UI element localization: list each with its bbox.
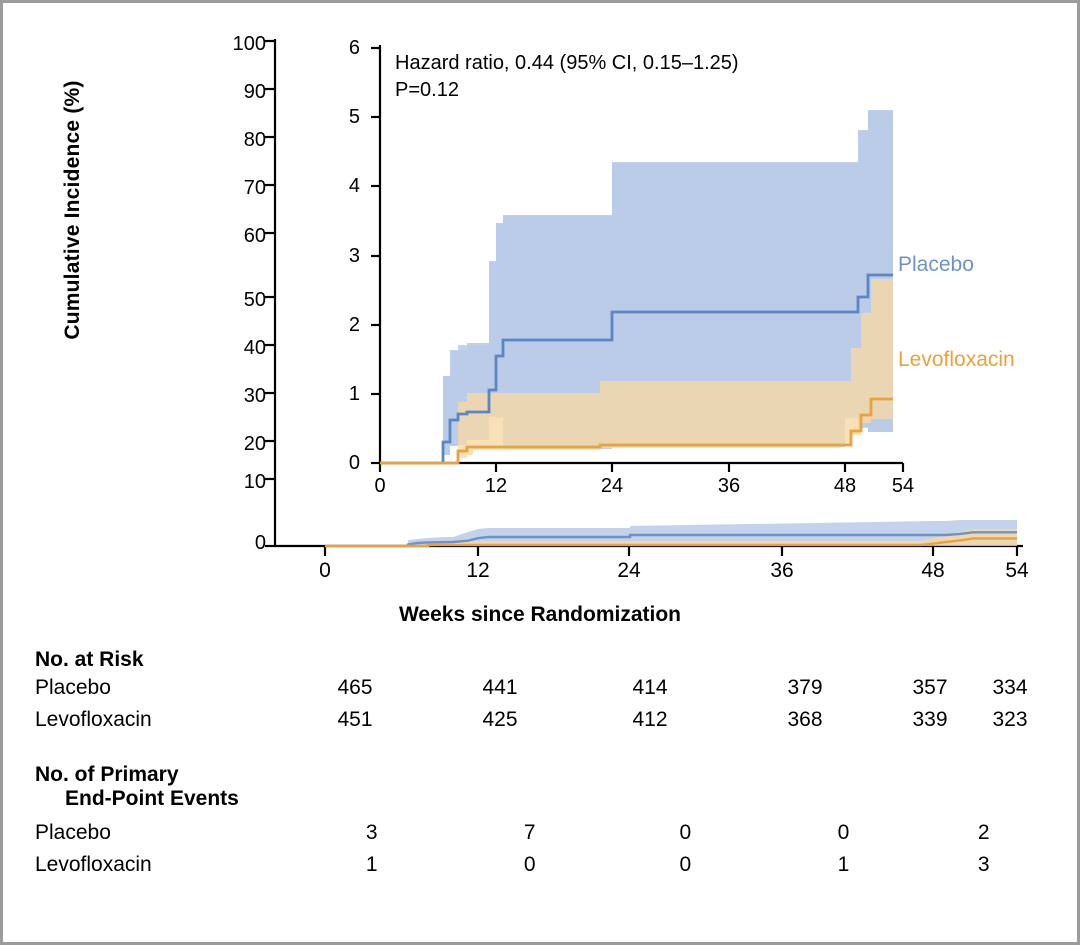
inset-y-tick-2: 2 — [348, 314, 360, 336]
x-axis-title: Weeks since Randomization — [398, 603, 682, 626]
x-tick-0: 0 — [319, 559, 331, 582]
y-axis-title: Cumulative Incidence (%) — [61, 80, 84, 340]
y-tick-60: 60 — [243, 225, 266, 247]
x-tick-54: 54 — [1005, 559, 1029, 582]
risk-levo-12: 425 — [482, 708, 518, 732]
events-row-label-levofloxacin: Levofloxacin — [35, 852, 152, 876]
risk-table-heading: No. at Risk — [35, 648, 144, 671]
events-table-heading-line1: No. of Primary — [35, 762, 179, 786]
inset-y-tick-6: 6 — [348, 37, 360, 59]
inset-panel — [373, 36, 903, 468]
y-tick-0: 0 — [254, 532, 266, 554]
inset-y-tick-4: 4 — [348, 175, 360, 197]
risk-placebo-48: 357 — [912, 676, 948, 699]
hazard-ratio-text: Hazard ratio, 0.44 (95% CI, 0.15–1.25) — [395, 52, 739, 74]
y-tick-90: 90 — [243, 81, 266, 103]
risk-levo-54: 323 — [992, 708, 1028, 732]
inset-x-tick-36: 36 — [717, 475, 741, 497]
events-levo-5: 3 — [977, 852, 990, 876]
y-tick-20: 20 — [243, 433, 266, 455]
inset-x-tick-12: 12 — [484, 475, 508, 497]
y-tick-10: 10 — [243, 471, 266, 493]
events-levo-3: 0 — [679, 852, 692, 876]
inset-x-tick-24: 24 — [600, 475, 624, 497]
risk-placebo-12: 441 — [482, 676, 518, 699]
inset-y-tick-1: 1 — [348, 383, 360, 405]
events-row-label-placebo: Placebo — [35, 820, 111, 844]
table-row — [35, 849, 1045, 881]
events-levo-1: 1 — [365, 852, 378, 876]
events-placebo-5: 2 — [977, 820, 990, 844]
events-placebo-2: 7 — [523, 820, 536, 844]
x-tick-12: 12 — [466, 559, 490, 582]
risk-placebo-36: 379 — [787, 676, 823, 699]
series-label-placebo: Placebo — [898, 253, 974, 276]
events-levo-4: 1 — [837, 852, 850, 876]
inset-y-tick-3: 3 — [348, 245, 360, 267]
risk-placebo-24: 414 — [632, 676, 668, 699]
inset-y-tick-5: 5 — [348, 106, 360, 128]
inset-x-tick-48: 48 — [833, 475, 857, 497]
x-tick-48: 48 — [921, 559, 945, 582]
risk-placebo-0: 465 — [337, 676, 373, 699]
events-levo-2: 0 — [523, 852, 536, 876]
risk-levo-0: 451 — [337, 708, 373, 732]
inset-x-tick-0: 0 — [374, 475, 386, 497]
x-tick-24: 24 — [617, 559, 641, 582]
events-placebo-1: 3 — [365, 820, 378, 844]
risk-placebo-54: 334 — [992, 676, 1028, 699]
risk-levo-48: 339 — [912, 708, 948, 732]
y-tick-40: 40 — [243, 337, 266, 359]
table-row — [35, 704, 1045, 736]
chart-area — [3, 3, 1077, 643]
events-table-heading-line2: End-Point Events — [65, 786, 239, 810]
inset-x-tick-54: 54 — [891, 475, 915, 497]
y-tick-50: 50 — [243, 289, 266, 311]
number-at-risk-table — [35, 672, 1045, 737]
table-row — [35, 817, 1045, 849]
risk-levo-24: 412 — [632, 708, 668, 732]
below-chart-tables — [3, 648, 1077, 881]
p-value-text: P=0.12 — [395, 79, 459, 101]
inset-y-tick-0: 0 — [348, 452, 360, 474]
risk-row-label-levofloxacin: Levofloxacin — [35, 708, 152, 732]
events-placebo-3: 0 — [679, 820, 692, 844]
events-placebo-4: 0 — [837, 820, 850, 844]
y-tick-30: 30 — [243, 385, 266, 407]
y-tick-80: 80 — [243, 129, 266, 151]
inset-annotation — [395, 50, 739, 104]
number-of-events-table — [35, 817, 1045, 882]
risk-levo-36: 368 — [787, 708, 823, 732]
x-tick-36: 36 — [770, 559, 794, 582]
series-label-levofloxacin: Levofloxacin — [898, 348, 1015, 371]
risk-row-label-placebo: Placebo — [35, 676, 111, 699]
y-tick-70: 70 — [243, 177, 266, 199]
y-tick-100: 100 — [232, 33, 266, 55]
table-row — [35, 672, 1045, 704]
